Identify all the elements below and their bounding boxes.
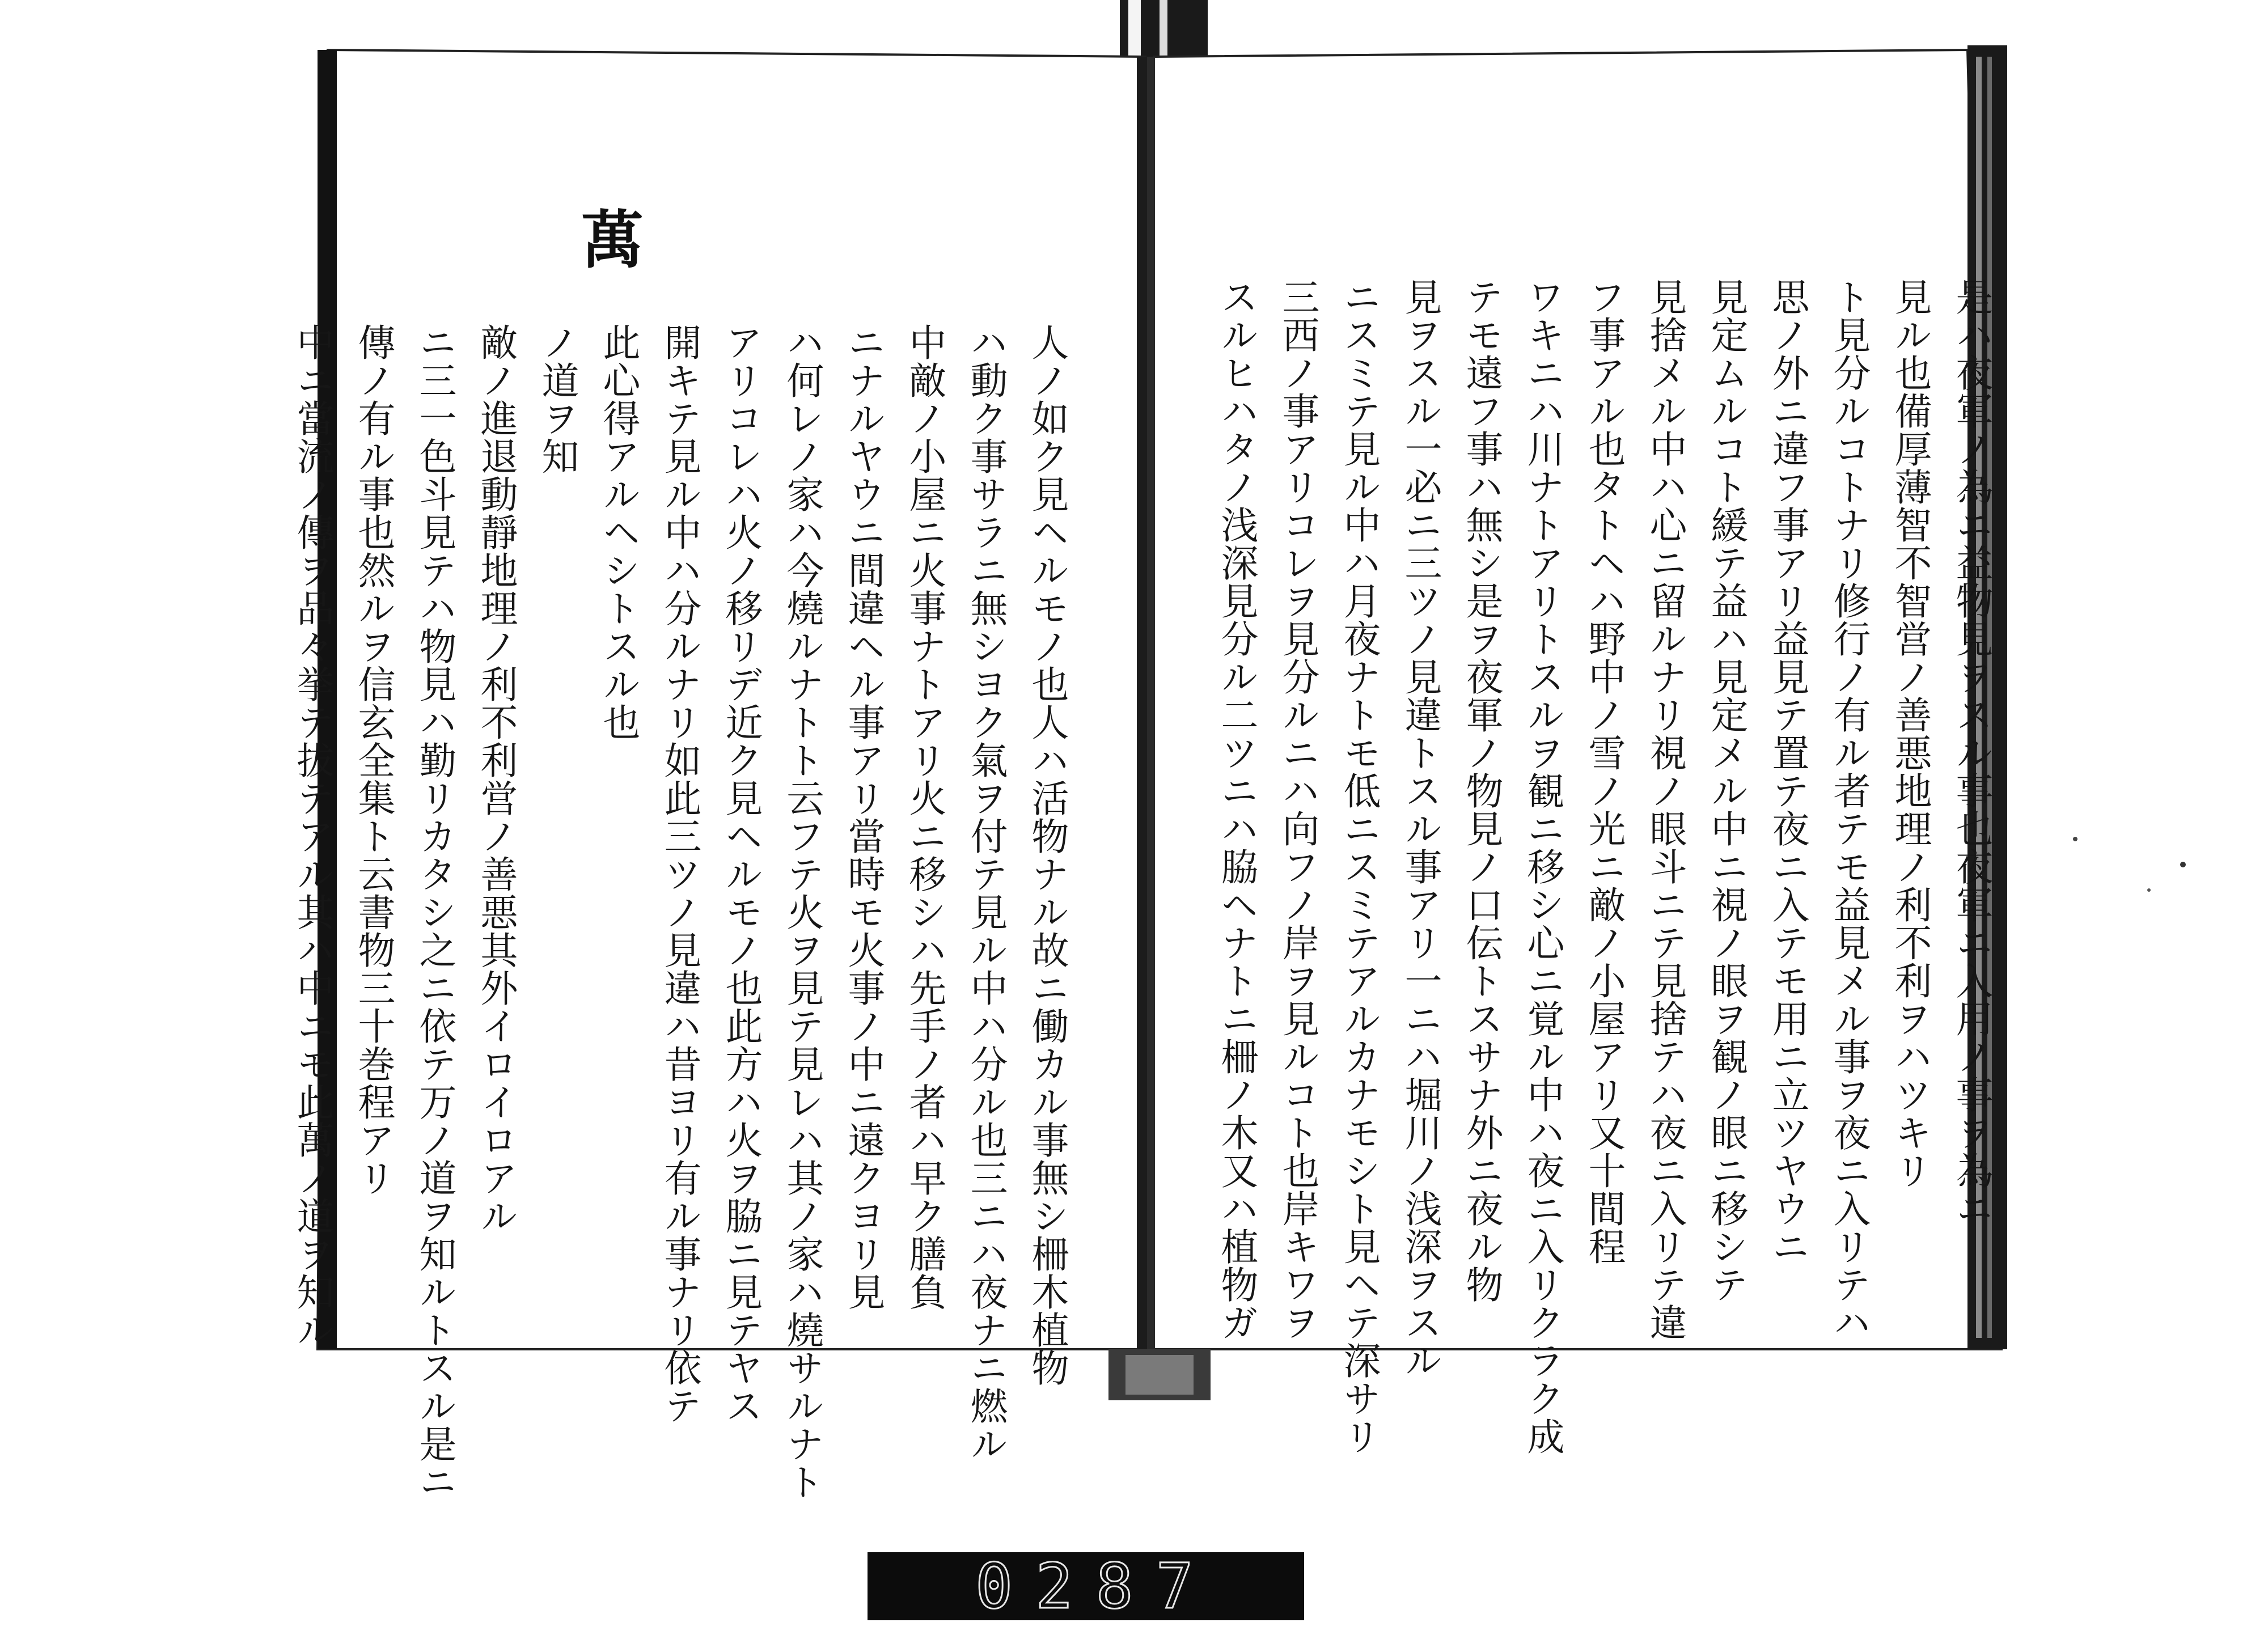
text-column: 思ノ外ニ違フ事アリ益見テ置テ夜ニ入テモ用ニ立ツヤウニ — [1766, 278, 1809, 1265]
text-column: ハ何レノ家ハ今燒ルナトト云フテ火ヲ見テ見レハ其ノ家ハ燒サルナト — [780, 323, 824, 1501]
text-column: 見捨メル中ハ心ニ留ルナリ視ノ眼斗ニテ見捨テハ夜ニ入リテ違 — [1643, 278, 1687, 1341]
text-column: 見ヲスル一必ニ三ツノ見違トスル事アリ一ニハ堀川ノ浅深ヲスル — [1398, 278, 1442, 1379]
section-heading: 萬 — [571, 207, 644, 269]
text-column: ニスミテ見ル中ハ月夜ナトモ低ニスミテアルカナモシト見ヘテ深サリ — [1337, 278, 1381, 1455]
text-column: 敵ノ進退動靜地理ノ利不利営ノ善悪其外イロイロアル — [474, 323, 518, 1235]
text-column: ワキニハ川ナトアリトスルヲ観ニ移シ心ニ覚ル中ハ夜ニ入リクラク成 — [1521, 278, 1564, 1455]
text-column: 開キテ見ル中ハ分ルナリ如此三ツノ見違ハ昔ヨリ有ル事ナリ依テ — [658, 323, 701, 1425]
text-column: 是ハ夜軍ノ為ニ益物見ヲスル事也夜軍ニ入用ノ事ヲ為ニ — [1949, 278, 1993, 1227]
text-column: ハ動ク事サラニ無シヨク氣ヲ付テ見ル中ハ分ル也三ニハ夜ナニ燃ル — [964, 323, 1008, 1463]
text-column: スルヒハタノ浅深見分ル二ツニハ脇ヘナトニ柵ノ木又ハ植物ガ — [1215, 278, 1258, 1341]
text-column: 傳ノ有ル事也然ルヲ信玄全集ト云書物三十巻程アリ — [352, 323, 395, 1197]
text-column: ニ三一色斗見テハ物見ハ勤リカタシ之ニ依テ万ノ道ヲ知ルトスル是ニ — [413, 323, 456, 1501]
archive-label-number: 0287 — [975, 1550, 1216, 1623]
text-column: 見定ムルコト緩テ益ハ見定メル中ニ視ノ眼ヲ観ノ眼ニ移シテ — [1704, 278, 1748, 1303]
text-column: 見ル也備厚薄智不智営ノ善悪地理ノ利不利ヲハツキリ — [1888, 278, 1932, 1189]
text-column: テモ遠フ事ハ無シ是ヲ夜軍ノ物見ノ口伝トスサナ外ニ夜ル物 — [1459, 278, 1503, 1303]
text-column: 此心得アルヘシトスル也 — [596, 323, 640, 741]
text-column: 中敵ノ小屋ニ火事ナトアリ火ニ移シハ先手ノ者ハ早ク膳負 — [903, 323, 946, 1311]
text-column: アリコレハ火ノ移リデ近ク見ヘルモノ也此方ハ火ヲ脇ニ見テヤス — [719, 323, 763, 1425]
text-column: ト見分ルコトナリ修行ノ有ル者テモ益見メル事ヲ夜ニ入リテハ — [1827, 278, 1871, 1341]
text-column: 人ノ如ク見ヘルモノ也人ハ活物ナル故ニ働カル事無シ柵木植物 — [1025, 323, 1069, 1387]
left-page-text — [290, 323, 1077, 1501]
section-subheading: ノ道ヲ知 — [535, 323, 579, 475]
text-column: 三西ノ事アリコレヲ見分ルニハ向フノ岸ヲ見ルコト也岸キワヲ — [1276, 278, 1319, 1341]
text-column: ニナルヤウニ間違ヘル事アリ當時モ火事ノ中ニ遠クヨリ見 — [841, 323, 885, 1311]
text-column: フ事アル也タトヘハ野中ノ雪ノ光ニ敵ノ小屋アリ又十間程 — [1582, 278, 1626, 1265]
text-column: 中ニ當流ノ傳ヲ品々挙テ拔テアル其ハ中ニモ此萬ノ道ヲ知ル — [290, 323, 334, 1349]
right-page-text — [1185, 278, 2002, 1455]
